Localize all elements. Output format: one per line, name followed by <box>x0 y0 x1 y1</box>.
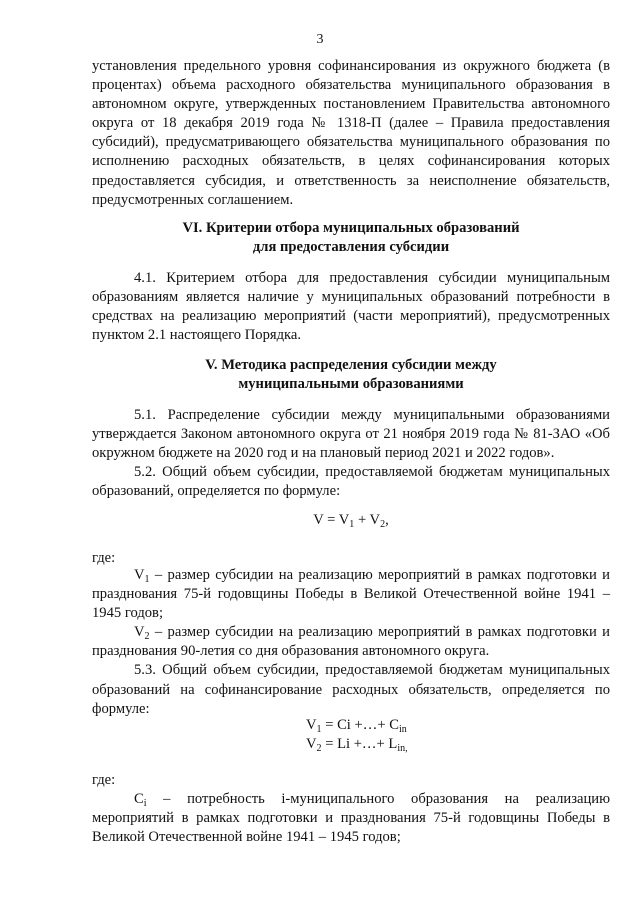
paragraph-text: установления предельного уровня софинансирования из окружного бюджета (в процентах) объема расходного обязательства муниципального образования в автономном округе, утвержденных постановлением Правительства автономного округа от 18 декабря 2019 года № 1318-П (далее – Правила предоставления субсидий), предусматривающего обязательства муниципального образования по исполнению расходных обязательств, в целях софинансирования которых предоставляется субсидия, и ответственность за неисполнение обязательств, предусмотренных соглашением. <box>92 58 610 208</box>
formula2-v1-rhs-sub: in <box>398 724 407 735</box>
paragraph-4-1 <box>92 269 610 345</box>
formula-sub1: 1 <box>349 519 355 530</box>
ci-sub: i <box>143 798 147 809</box>
paragraph-4-1-text: 4.1. Критерием отбора для предоставления субсидии муниципальным образованиям является наличие у муниципальных образований потребности в средствах на реализацию мероприятий (части мероприятий), предусмотренных пунктом 2.1 настоящего Порядка. <box>92 270 610 344</box>
paragraph-continuation <box>92 57 610 210</box>
formula2-v2-rhs: = Li +…+ L <box>321 736 398 753</box>
formula-mid: + V <box>354 512 381 528</box>
section-4-heading <box>92 219 610 257</box>
formula-sub2: 2 <box>380 519 386 530</box>
v2-symbol: V <box>134 624 145 641</box>
formula2-v1-sub: 1 <box>316 724 322 735</box>
definitions-v <box>92 566 610 719</box>
definition-ci <box>92 790 610 847</box>
paragraph-5-1-text: 5.1. Распределение субсидии между муниципальными образованиями утверждается Законом автономного округа от 21 ноября 2019 года № 81-ЗАО «Об окружном бюджете на 2020 год и на плановый период 2021 и 2022 годов». <box>92 407 610 462</box>
paragraph-5-1-block <box>92 406 610 501</box>
v2-sub: 2 <box>144 631 150 643</box>
definition-v2 <box>92 623 610 661</box>
section-5-title-line1: V. Методика распределения субсидии между <box>205 357 497 373</box>
formula-total-line <box>92 511 610 530</box>
ci-symbol: C <box>134 791 144 807</box>
paragraph-5-3-text: 5.3. Общий объем субсидии, предоставляемой бюджетам муниципальных образований на софинансирование расходных обязательств, определяется по формуле: <box>92 662 610 717</box>
formula-end: , <box>385 512 389 528</box>
where-label-2 <box>92 771 610 790</box>
definition-v1 <box>92 566 610 623</box>
paragraph-5-2-text: 5.2. Общий объем субсидии, предоставляемой бюджетам муниципальных образований, определяется по формуле: <box>92 464 610 500</box>
ci-text: – потребность i-муниципального образования на реализацию мероприятий в рамках подготовки и празднования 75-й годовщины Победы в Великой Отечественной войне 1941 – 1945 годов; <box>92 791 610 846</box>
formula-v2-line <box>92 735 610 754</box>
formula2-v1: V <box>306 717 317 733</box>
formula-cofinancing <box>92 716 610 754</box>
formula-lhs: V = V <box>313 512 350 528</box>
formula2-v2-rhs-sub: in, <box>397 743 408 755</box>
section-4-title-line1: VI. Критерии отбора муниципальных образований <box>182 220 520 236</box>
formula-total <box>92 511 610 530</box>
page-number: 3 <box>316 32 324 47</box>
v1-text: – размер субсидии на реализацию мероприятий в рамках подготовки и празднования 75-й годовщины Победы в Великой Отечественной войне 1941 – 1945 годов; <box>92 567 610 622</box>
formula2-v2-sub: 2 <box>316 743 322 755</box>
section-5-title-line2: муниципальными образованиями <box>238 376 464 393</box>
formula-v1-line <box>92 716 610 735</box>
formula2-v2: V <box>306 736 317 753</box>
v1-sub: 1 <box>144 574 150 585</box>
definition-ci-block <box>92 790 610 847</box>
section-4-title-line2: для предоставления субсидии <box>252 239 450 256</box>
v2-text: – размер субсидии на реализацию мероприятий в рамках подготовки и празднования 90-летия со дня образования автономного округа. <box>92 624 610 660</box>
formula2-v1-rhs: = Ci +…+ C <box>321 717 399 733</box>
where-text-1: где: <box>92 550 116 566</box>
where-text-2: где: <box>92 772 116 788</box>
section-5-heading <box>92 356 610 394</box>
v1-symbol: V <box>134 567 145 583</box>
